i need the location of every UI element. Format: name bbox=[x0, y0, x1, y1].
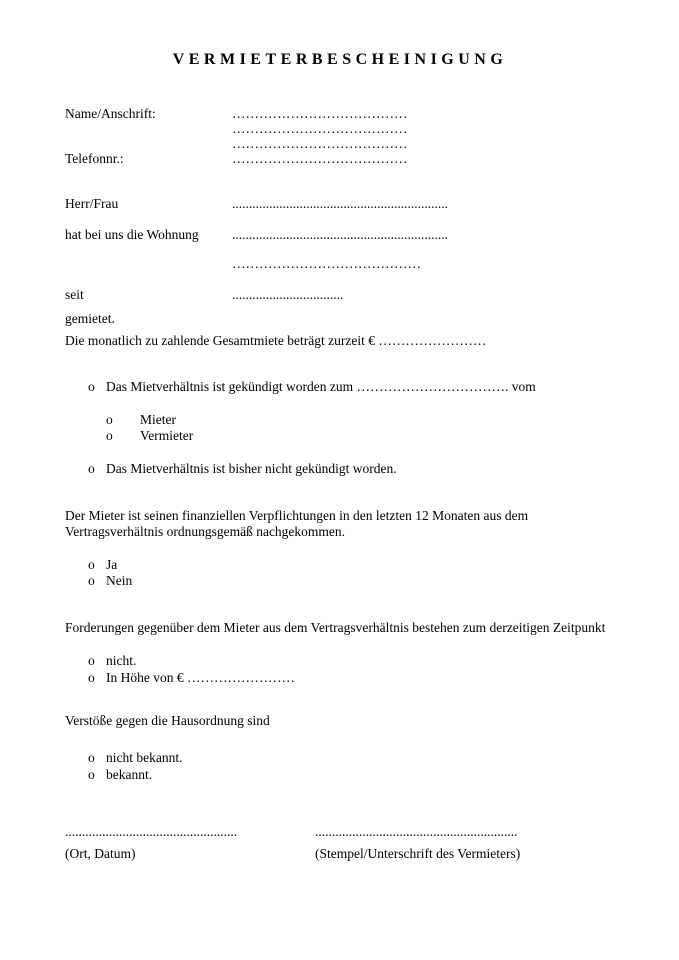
telefonnr-label: Telefonnr.: bbox=[65, 151, 124, 166]
telefonnr-row bbox=[65, 151, 615, 166]
wohnung-line-2[interactable]: …………………………………… bbox=[232, 256, 421, 271]
radio-ja[interactable]: o bbox=[88, 557, 95, 572]
verstoesse-text: Verstöße gegen die Hausordnung sind bbox=[65, 713, 270, 728]
name-anschrift-row bbox=[65, 106, 615, 121]
option-row-nicht-gekuendigt bbox=[65, 461, 615, 477]
seit-row bbox=[65, 287, 615, 302]
telefonnr-line[interactable]: ………………………………… bbox=[232, 151, 408, 166]
wohnung-row bbox=[65, 227, 615, 242]
option-row-nein bbox=[65, 573, 615, 589]
name-anschrift-row bbox=[65, 121, 615, 136]
wohnung-row-2 bbox=[65, 256, 615, 271]
radio-vermieter[interactable]: o bbox=[106, 428, 113, 443]
option-row-nicht bbox=[65, 653, 615, 669]
herr-frau-label: Herr/Frau bbox=[65, 196, 119, 211]
option-nicht-label: nicht. bbox=[106, 653, 137, 668]
option-row-bekannt bbox=[65, 767, 615, 783]
option-gekuendigt-label: Das Mietverhältnis ist gekündigt worden zum ……………………………. vom bbox=[106, 379, 536, 394]
seit-line[interactable]: ................................. bbox=[232, 287, 344, 302]
radio-bekannt[interactable]: o bbox=[88, 767, 95, 782]
option-row-gekuendigt bbox=[65, 379, 615, 395]
label-spacer bbox=[65, 136, 232, 151]
radio-hoehe[interactable]: o bbox=[88, 670, 95, 685]
option-row-mieter bbox=[65, 412, 615, 428]
option-row-nicht-bekannt bbox=[65, 750, 615, 766]
option-nicht-bekannt-label: nicht bekannt. bbox=[106, 750, 183, 765]
radio-nein[interactable]: o bbox=[88, 573, 95, 588]
option-row-ja bbox=[65, 557, 615, 573]
gesamtmiete-text: Die monatlich zu zahlende Gesamtmiete beträgt zurzeit € …………………… bbox=[65, 333, 487, 348]
option-row-vermieter bbox=[65, 428, 615, 444]
name-anschrift-row bbox=[65, 136, 615, 151]
wohnung-line[interactable]: ................................................................ bbox=[232, 227, 448, 242]
signature-labels bbox=[65, 846, 615, 862]
option-mieter-label: Mieter bbox=[140, 412, 176, 427]
option-row-hoehe bbox=[65, 670, 615, 686]
option-hoehe-label: In Höhe von € …………………… bbox=[106, 670, 295, 685]
verpflichtungen-text: Der Mieter ist seinen finanziellen Verpflichtungen in den letzten 12 Monaten aus dem Vertragsverhältnis ordnungsgemäß nachgekommen. bbox=[65, 508, 529, 539]
herr-frau-row bbox=[65, 196, 615, 211]
document-title: VERMIETERBESCHEINIGUNG bbox=[172, 51, 508, 68]
gemietet-text: gemietet. bbox=[65, 311, 115, 326]
name-anschrift-line-2[interactable]: ………………………………… bbox=[232, 121, 408, 136]
ort-datum-line[interactable]: ................................................... bbox=[65, 824, 238, 839]
herr-frau-line[interactable]: ................................................................ bbox=[232, 196, 448, 211]
name-anschrift-line-3[interactable]: ………………………………… bbox=[232, 136, 408, 151]
label-spacer bbox=[65, 121, 232, 136]
stempel-unterschrift-label: (Stempel/Unterschrift des Vermieters) bbox=[315, 846, 521, 861]
name-anschrift-label: Name/Anschrift: bbox=[65, 106, 156, 121]
radio-nicht[interactable]: o bbox=[88, 653, 95, 668]
label-spacer bbox=[65, 256, 232, 271]
radio-mieter[interactable]: o bbox=[106, 412, 113, 427]
option-vermieter-label: Vermieter bbox=[140, 428, 194, 443]
option-nein-label: Nein bbox=[106, 573, 133, 588]
option-ja-label: Ja bbox=[106, 557, 118, 572]
radio-nicht-bekannt[interactable]: o bbox=[88, 750, 95, 765]
radio-gekuendigt[interactable]: o bbox=[88, 379, 95, 394]
ort-datum-label: (Ort, Datum) bbox=[65, 846, 136, 861]
stempel-unterschrift-line[interactable]: ............................................................ bbox=[315, 824, 518, 839]
signature-lines bbox=[65, 824, 615, 840]
option-bekannt-label: bekannt. bbox=[106, 767, 153, 782]
seit-label: seit bbox=[65, 287, 84, 302]
name-anschrift-line-1[interactable]: ………………………………… bbox=[232, 106, 408, 121]
radio-nicht-gekuendigt[interactable]: o bbox=[88, 461, 95, 476]
forderungen-text: Forderungen gegenüber dem Mieter aus dem Vertragsverhältnis bestehen zum derzeitigen Zeitpunkt bbox=[65, 620, 606, 635]
option-nicht-gekuendigt-label: Das Mietverhältnis ist bisher nicht gekündigt worden. bbox=[106, 461, 397, 476]
wohnung-label: hat bei uns die Wohnung bbox=[65, 227, 199, 242]
